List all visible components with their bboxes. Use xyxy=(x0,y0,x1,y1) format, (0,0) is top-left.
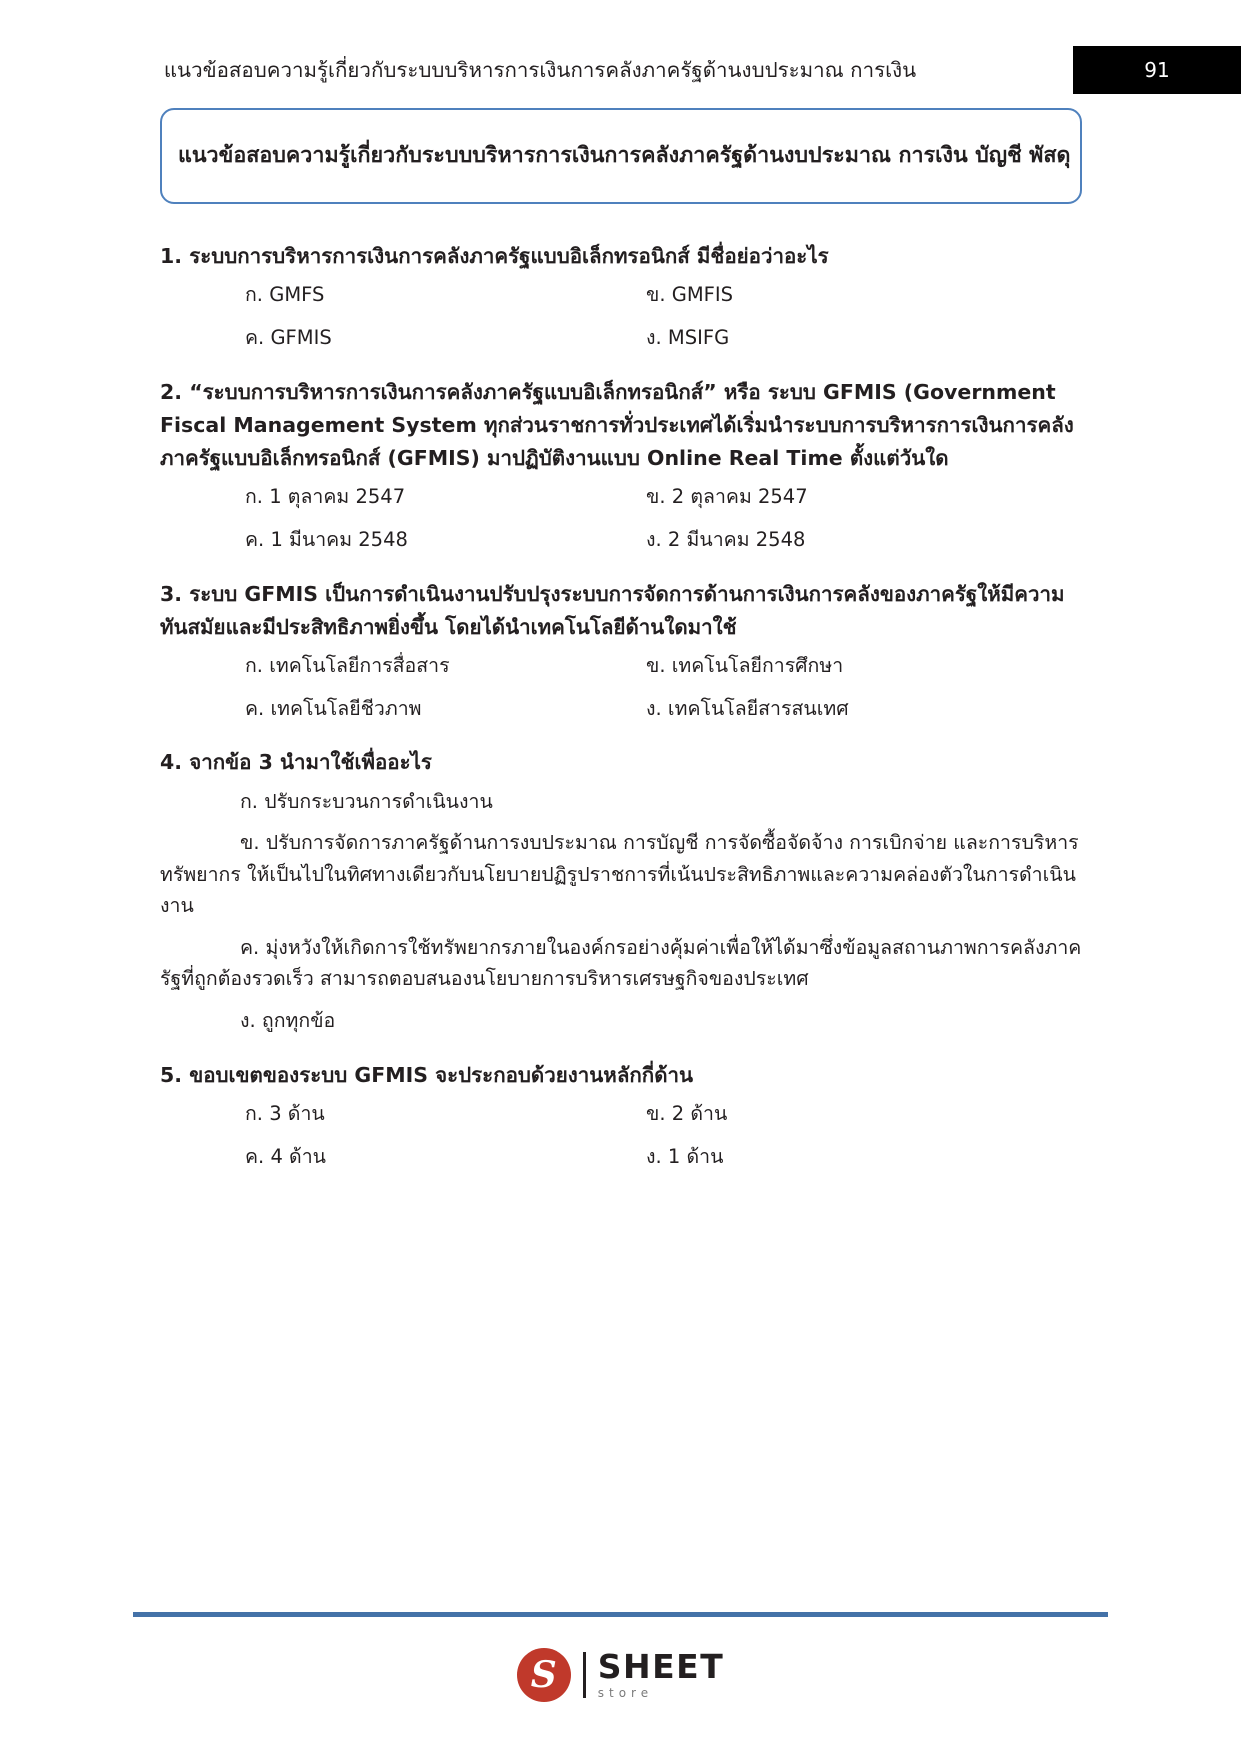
choice-option[interactable]: ข. 2 ตุลาคม 2547 xyxy=(646,485,808,509)
document-title-text: แนวข้อสอบความรู้เกี่ยวกับระบบบริหารการเงินการคลังภาครัฐด้านงบประมาณ การเงิน บัญชี พัสดุ xyxy=(178,142,1071,168)
choice-row xyxy=(160,524,1082,555)
footer-divider xyxy=(133,1612,1108,1617)
choice-row xyxy=(160,279,1082,310)
question-3-text: 3. ระบบ GFMIS เป็นการดำเนินงานปรับปรุงระบบการจัดการด้านการเงินการคลังของภาครัฐให้มีความทันสมัยและมีประสิทธิภาพยิ่งขึ้น โดยได้นำเทคโนโลยีด้านใดมาใช้ xyxy=(160,581,1065,639)
page-number-text: 91 xyxy=(1144,58,1170,82)
document-title-box xyxy=(160,108,1082,204)
choice-option[interactable]: ค. 4 ด้าน xyxy=(245,1144,326,1168)
sheet-store-logo xyxy=(0,1648,1241,1702)
logo-monogram-icon xyxy=(517,1648,571,1702)
choice-row xyxy=(160,1098,1082,1129)
choice-row xyxy=(160,481,1082,512)
running-header-title: แนวข้อสอบความรู้เกี่ยวกับระบบบริหารการเงินการคลังภาครัฐด้านงบประมาณ การเงิน xyxy=(163,58,917,82)
logo-wordmark xyxy=(597,1646,725,1701)
choice-option[interactable]: ข. GMFIS xyxy=(646,283,734,307)
choice-option[interactable]: ค. GFMIS xyxy=(245,326,332,350)
page-number-badge xyxy=(1073,46,1241,94)
question-2-text: 2. “ระบบการบริหารการเงินการคลังภาครัฐแบบอิเล็กทรอนิกส์” หรือ ระบบ GFMIS (Government Fiscal Management System ทุกส่วนราชการทั่วประเทศได้เริ่มนำระบบการบริหารการเงินการคลังภาครัฐแบบอิเล็กทรอนิกส์ (GFMIS) มาปฏิบัติงานแบบ Online Real Time ตั้งแต่วันใด xyxy=(160,379,1074,470)
page-header xyxy=(0,46,1241,94)
choice-option[interactable]: ก. 1 ตุลาคม 2547 xyxy=(245,485,406,509)
choice-option[interactable]: ก. GMFS xyxy=(245,283,325,307)
choice-option[interactable]: ก. 3 ด้าน xyxy=(245,1101,325,1125)
logo-divider xyxy=(583,1652,586,1698)
choice-row xyxy=(160,693,1082,724)
choice-option[interactable]: ง. 1 ด้าน xyxy=(646,1144,724,1168)
choice-option[interactable]: ข. เทคโนโลยีการศึกษา xyxy=(646,653,844,677)
choice-option[interactable]: ง. MSIFG xyxy=(646,326,730,350)
choice-row xyxy=(160,650,1082,681)
choice-option[interactable]: ข. ปรับการจัดการภาครัฐด้านการงบประมาณ การบัญชี การจัดซื้อจัดจ้าง การเบิกจ่าย และการบริหารทรัพยากร ให้เป็นไปในทิศทางเดียวกับนโยบายปฏิรูปราชการที่เน้นประสิทธิภาพและความคล่องตัวในการดำเนินงาน xyxy=(160,831,1079,918)
question-1-choices xyxy=(160,279,1082,353)
question-1-text: 1. ระบบการบริหารการเงินการคลังภาครัฐแบบอิเล็กทรอนิกส์ มีชื่อย่อว่าอะไร xyxy=(160,244,829,268)
choice-option[interactable]: ข. 2 ด้าน xyxy=(646,1101,728,1125)
logo-monogram-text: S xyxy=(530,1654,557,1696)
choice-option[interactable]: ก. ปรับกระบวนการดำเนินงาน xyxy=(240,789,493,813)
choice-option[interactable]: ง. ถูกทุกข้อ xyxy=(240,1009,336,1033)
choice-row xyxy=(160,322,1082,353)
choice-row xyxy=(160,1141,1082,1172)
choice-option[interactable]: ค. 1 มีนาคม 2548 xyxy=(245,528,408,552)
logo-sub-text: store xyxy=(597,1686,654,1701)
questions-container xyxy=(160,240,1082,1184)
question-3-choices xyxy=(160,650,1082,724)
choice-option[interactable]: ก. เทคโนโลยีการสื่อสาร xyxy=(245,653,450,677)
choice-option[interactable]: ง. เทคโนโลยีสารสนเทศ xyxy=(646,697,849,721)
choice-option[interactable]: ง. 2 มีนาคม 2548 xyxy=(646,528,806,552)
question-2-choices xyxy=(160,481,1082,555)
choice-option[interactable]: ค. มุ่งหวังให้เกิดการใช้ทรัพยากรภายในองค์กรอย่างคุ้มค่าเพื่อให้ได้มาซึ่งข้อมูลสถานภาพการคลังภาครัฐที่ถูกต้องรวดเร็ว สามารถตอบสนองนโยบายการบริหารเศรษฐกิจของประเทศ xyxy=(160,935,1082,991)
question-5-text: 5. ขอบเขตของระบบ GFMIS จะประกอบด้วยงานหลักกี่ด้าน xyxy=(160,1062,694,1087)
question-4-text: 4. จากข้อ 3 นำมาใช้เพื่ออะไร xyxy=(160,750,432,775)
question-5-choices xyxy=(160,1098,1082,1172)
question-4-choices xyxy=(160,786,1082,1037)
logo-main-text: SHEET xyxy=(597,1646,725,1686)
choice-option[interactable]: ค. เทคโนโลยีชีวภาพ xyxy=(245,697,422,721)
